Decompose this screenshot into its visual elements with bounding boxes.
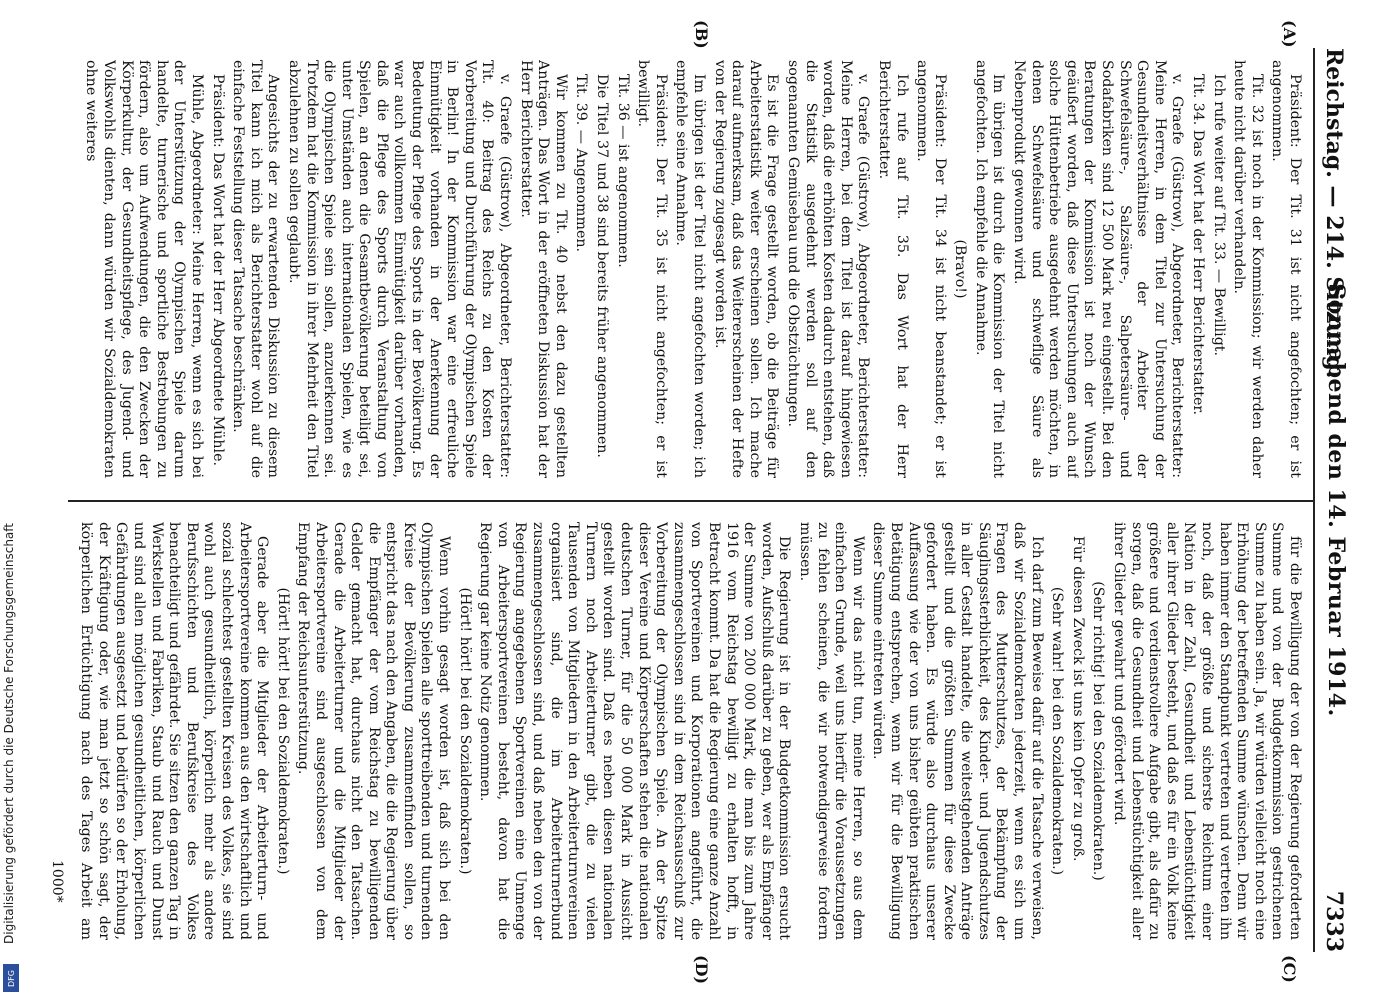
paragraph: (Bravo!) (952, 239, 969, 299)
right-column (78, 522, 1303, 940)
header-date: Sonnabend den 14. Februar 1914. (1323, 283, 1349, 717)
marker-a: (A) (1280, 20, 1299, 48)
paragraph: Wir kommen zu Tit. 40 nebst den dazu gestellten Anträgen. Das Wort in der eröffneten Diskussion hat der Herr Berichterstatter. (517, 60, 569, 478)
paragraph: Präsident: Der Tit. 35 ist nicht angefochten; er ist bewilligt. (635, 60, 669, 478)
paragraph: Im übrigen ist durch die Kommission der Titel nicht angefochten. Ich empfehle die Annahme. (972, 60, 1007, 478)
paragraph: Es ist die Frage gestellt worden, ob die Beiträge für Arbeiterstatistik weiter erscheinen sollen. Ich mache darauf aufmerksam, daß das Weitererscheinen der Hefte von der Regierung zugesagt worden ist. (711, 60, 781, 478)
paragraph: (Hört! hört! bei den Sozialdemokraten.) (456, 587, 473, 875)
header-left: Reichstag. — 214. Sitzung. (1321, 48, 1347, 379)
paragraph: Präsident: Das Wort hat der Herr Abgeordnete Mühle. (209, 74, 226, 467)
marker-d: (D) (692, 955, 711, 985)
paragraph: Die Regierung ist in der Budgetkommission ersucht worden, Aufschluß darüber zu geben, wer als Empfänger der Summe von 200 000 Mark, die man bis zum Jahre 1916 vom Reichstag bewilligt zu erhalten hofft, in Betracht kommt. Da hat die Regierung eine ganze Anzahl von Sportvereinen und Korporationen angeführt, die zusammengeschlossen sind in dem Reichsausschuß zur Vorbereitung der Olympischen Spiele. An der Spitze dieser Vereine und Körperschaften stehen die nationalen deutschen Turner, für die 50 000 Mark in Aussicht gestellt worden sind. Daß es neben diesen nationalen Turnern noch Arbeiterturner gibt, die zu vielen Tausenden von Mitgliedern in den Arbeiterturnvereinen organisiert sind, die im Arbeiterturnerbund zusammengeschlossen sind, und daß neben den von der Regierung angegebenen Sportvereinen eine Unmenge von Arbeitersportvereinen besteht, davon hat die Regierung gar keine Notiz genommen. (477, 522, 793, 940)
paragraph: Angesichts der zu erwartenden Diskussion zu diesem Titel kann ich mich als Berichterstatter wohl auf die einfache Feststellung dieser Tatsache beschränken. (230, 60, 282, 478)
paragraph: v. Graefe (Güstrow), Abgeordneter, Berichterstatter: Meine Herren, bei dem Titel ist darauf hingewiesen worden, daß die erhöhten Kosten dadurch entstehen, daß die Statistik ausgedehnt werden soll auf den sogenannten Gemüsebau und die Obstzüchtungen. (784, 60, 872, 478)
paragraph: Präsident: Der Tit. 31 ist nicht angefochten; er ist angenommen. (1269, 60, 1303, 478)
column-divider (68, 500, 1313, 502)
footer-page-number: 1000* (49, 860, 65, 903)
paragraph: Gerade aber die Mitglieder der Arbeiterturn- und Arbeitersportvereine kommen aus den wirtschaftlich und sozial schlechtest gestellten Kreisen des Volkes, sie sind wohl auch gesundheitlich, körperlich mehr als andere Berufsschichten und Berufskreise des Volkes benachteiligt und gefährdet. Sie sitzen den ganzen Tag in Werkstellen und Fabriken, Staub und Rauch und Dunst und sind allen möglichen gesundheitlichen, körperlichen Gefährdungen ausgesetzt und bedürfen so der Erholung, der Kräftigung oder, wie man jetzt so schön sagt, der körperlichen Ertüchtigung nach des Tages Arbeit am (78, 522, 271, 940)
page-header (1313, 48, 1355, 952)
paragraph: v. Graefe (Güstrow), Abgeordneter, Berichterstatter: Meine Herren, in dem Titel zur Untersuchung der Gesundheitsverhältnisse der Arbeiter der Schwefelsäure-, Salzsäure-, Salpetersäure- und Sodafabriken sind 12 500 Mark neu eingestellt. Bei den Beratungen der Kommission ist noch der Wunsch geäußert worden, daß diese Untersuchungen auch auf solche Hüttenbetriebe ausgedehnt werden möchten, in denen Schwefelsäure und schweflige Säure als Nebenprodukt gewonnen wird. (1011, 60, 1186, 478)
marker-b: (B) (692, 20, 711, 49)
paragraph: Tit. 39. — Angenommen. (573, 74, 590, 252)
paragraph: (Hört! hört! bei den Sozialdemokraten.) (274, 587, 291, 875)
paragraph: Präsident: Der Tit. 34 ist nicht beanstandet; er ist angenommen. (914, 60, 948, 478)
paragraph: (Sehr wahr! bei den Sozialdemokraten.) (1049, 586, 1066, 876)
left-column (78, 60, 1303, 478)
paragraph: Für diesen Zweck ist uns kein Opfer zu groß. (1069, 536, 1086, 862)
page-number: 7333 (1321, 890, 1347, 952)
paragraph: Tit. 34. Das Wort hat der Herr Berichterstatter. (1190, 74, 1207, 416)
attribution-strip (0, 4, 24, 994)
paragraph: Wenn vorhin gesagt worden ist, daß sich bei den Olympischen Spielen alle sporttreibenden und turnenden Kreise der Bevölkerung zusammenfinden sollen, so entspricht das nach den Angaben, die die Regierung über die Empfänger der vom Reichstag zu bewilligenden Gelder gemacht hat, durchaus nicht den Tatsachen. Gerade die Arbeiterturner und die Mitglieder der Arbeitersportvereine sind ausgeschlossen von dem Empfang der Reichsunterstützung. (295, 522, 453, 940)
paragraph: Die Titel 37 und 38 sind bereits früher angenommen. (594, 74, 611, 458)
paragraph: Tit. 32 ist noch in der Kommission; wir werden daher heute nicht darüber verhandeln. (1231, 60, 1265, 478)
paragraph: Ich rufe auf Tit. 35. Das Wort hat der Herr Berichterstatter. (875, 60, 910, 478)
paragraph: (Sehr richtig! bei den Sozialdemokraten.) (1090, 581, 1107, 881)
paragraph: für die Bewilligung der von der Regierung geforderten Summe und von der Budgetkommission gestrichenen Summe zu haben sein. Ja, wir würden vielleicht noch eine Erhöhung der betreffenden Summe wünschen. Denn wir haben immer den Standpunkt vertreten und vertreten ihn noch, daß der größte und sicherste Reichtum einer Nation in der Zahl, Gesundheit und Lebenstüchtigkeit aller ihrer Glieder besteht, und daß es für ein Volk keine größere und verdienstvollere Aufgabe gibt, als dafür zu sorgen, daß die Gesundheit und Lebenstüchtigkeit aller ihrer Glieder gewahrt und gefördert wird. (1111, 522, 1303, 940)
paragraph: Wenn wir das nicht tun, meine Herren, so aus dem einfachen Grunde, weil uns hierfür die Voraussetzungen zu fehlen scheinen, die wir notwendigerweise fordern müssen. (796, 522, 866, 940)
marker-c: (C) (1280, 955, 1299, 983)
paragraph: Ich darf zum Beweise dafür auf die Tatsache verweisen, daß wir Sozialdemokraten jederzeit, wenn es sich um Fragen des Mutterschutzes, der Bekämpfung der Säuglingssterblichkeit, des Kinder- und Jugendschutzes in aller Gestalt handelte, die weitestgehenden Anträge gestellt und die größten Summen für diese Zwecke gefordert haben. Es würde also durchaus unserer Auffassung wie der von uns bisher geübten praktischen Betätigung entsprechen, wenn wir für die Bewilligung dieser Summe eintreten würden. (870, 522, 1045, 940)
dfg-logo: DFG (3, 964, 19, 992)
paragraph: Im übrigen ist der Titel nicht angefochten worden; ich empfehle seine Annahme. (673, 60, 707, 478)
paragraph: Tit. 36 — ist angenommen. (614, 74, 631, 268)
paragraph: Mühle, Abgeordneter: Meine Herren, wenn es sich bei der Unterstützung der Olympischen Spiele darum handelte, turnerische und sportliche Bestrebungen zu fördern, also um Aufwendungen, die den Zwecken der Körperkultur, der Gesundheitspflege, des Jugend- und Volkswohls dienten, dann würden wir Sozialdemokraten ohne weiteres (83, 60, 205, 478)
paragraph: v. Graefe (Güstrow), Abgeordneter, Berichterstatter: Tit. 40: Beitrag des Reichs zu den Kosten der Vorbereitung und Durchführung der Olympischen Spiele in Berlin! In der Kommission war eine erfreuliche Einmütigkeit vorhanden in der Anerkennung der Bedeutung der Pflege des Sports in der Bevölkerung. Es war auch vollkommen Einmütigkeit darüber vorhanden, daß die Pflege des Sports durch Veranstaltung von Spielen, an denen die Gesamtbevölkerung beteiligt sei, unter Umständen auch internationalen Spielen, wie es die Olympischen Spiele sein sollen, anzuerkennen sei. Trotzdem hat die Kommission in ihrer Mehrheit den Titel abzulehnen zu sollen geglaubt. (285, 60, 514, 478)
attribution-text: Digitalisierung gefördert durch die Deutsche Forschungsgemeinschaft (2, 522, 16, 944)
paragraph: Ich rufe weiter auf Tit. 33. — Bewilligt. (1210, 74, 1227, 356)
